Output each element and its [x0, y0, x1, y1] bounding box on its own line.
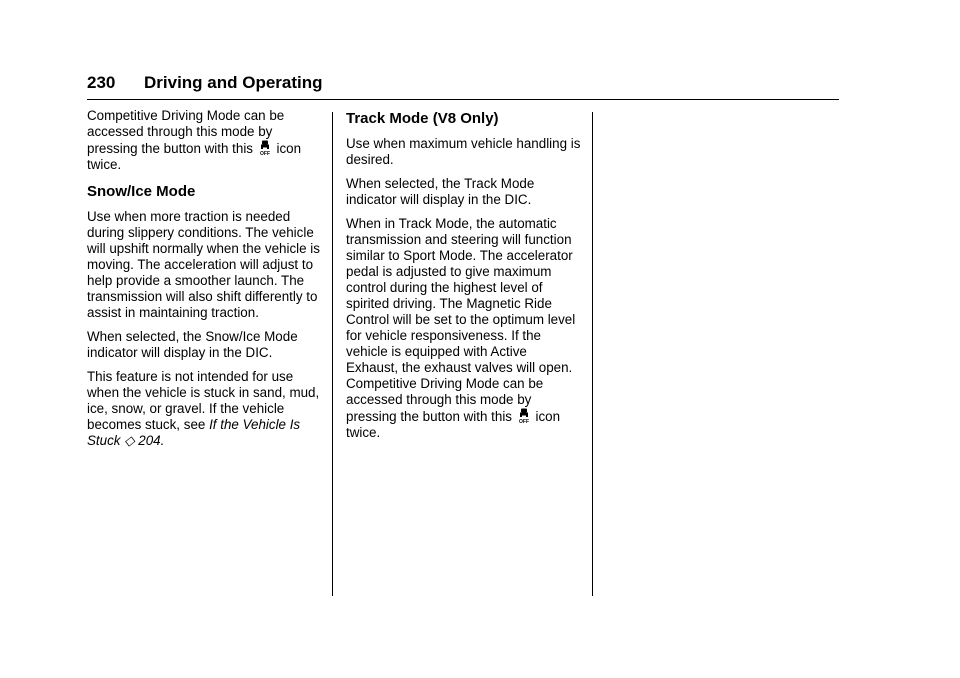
paragraph-text: This feature is not intended for use when the vehicle is stuck in sand, mud, ice, snow, or gravel. If the vehicle becomes stuck, see — [87, 369, 320, 432]
paragraph — [87, 369, 323, 449]
if-vehicle-is-stuck-link[interactable]: If the Vehicle Is Stuck — [87, 417, 301, 448]
svg-text:OFF: OFF — [259, 151, 270, 156]
paragraph: Use when more traction is needed during slippery conditions. The vehicle will upshift normally when the vehicle is moving. The acceleration will adjust to help provide a smoother launch. The transmission will also shift differently to assist in maintaining traction. — [87, 209, 320, 320]
paragraph: Use when maximum vehicle handling is desired. — [346, 136, 581, 167]
paragraph: When selected, the Track Mode indicator will display in the DIC. — [346, 176, 535, 207]
page-reference[interactable]: ◇ 204 — [124, 433, 161, 448]
paragraph-text: When in Track Mode, the automatic transmission and steering will function similar to Sport Mode. The accelerator pedal is adjusted to give maximum control during the highest level of spirited driving. The Magnetic Ride Control will be set to the optimum level for vehicle responsiveness. If the vehicle is equipped with Active Exhaust, the exhaust valves will open. Competitive Driving Mode can be accessed through this mode by pressing the button with this — [346, 216, 576, 424]
section-title: Driving and Operating — [144, 73, 323, 92]
paragraph — [346, 216, 582, 441]
traction-control-off-icon — [259, 140, 271, 156]
column-middle — [346, 108, 582, 449]
paragraph-text: icon twice. — [346, 409, 561, 440]
column-divider — [332, 112, 333, 596]
paragraph-text: . — [160, 433, 165, 448]
page-header — [87, 71, 839, 100]
column-divider — [592, 112, 593, 596]
track-mode-heading: Track Mode (V8 Only) — [346, 110, 499, 127]
paragraph — [87, 108, 323, 173]
snow-ice-mode-heading: Snow/Ice Mode — [87, 183, 196, 200]
page-number: 230 — [87, 73, 116, 92]
paragraph-text: Competitive Driving Mode can be accessed through this mode by pressing the button with this — [87, 108, 285, 156]
svg-text:OFF: OFF — [518, 419, 529, 424]
paragraph-text: icon twice. — [87, 141, 302, 172]
column-left — [87, 108, 323, 457]
traction-control-off-icon — [518, 408, 530, 424]
paragraph: When selected, the Snow/Ice Mode indicator will display in the DIC. — [87, 329, 298, 360]
